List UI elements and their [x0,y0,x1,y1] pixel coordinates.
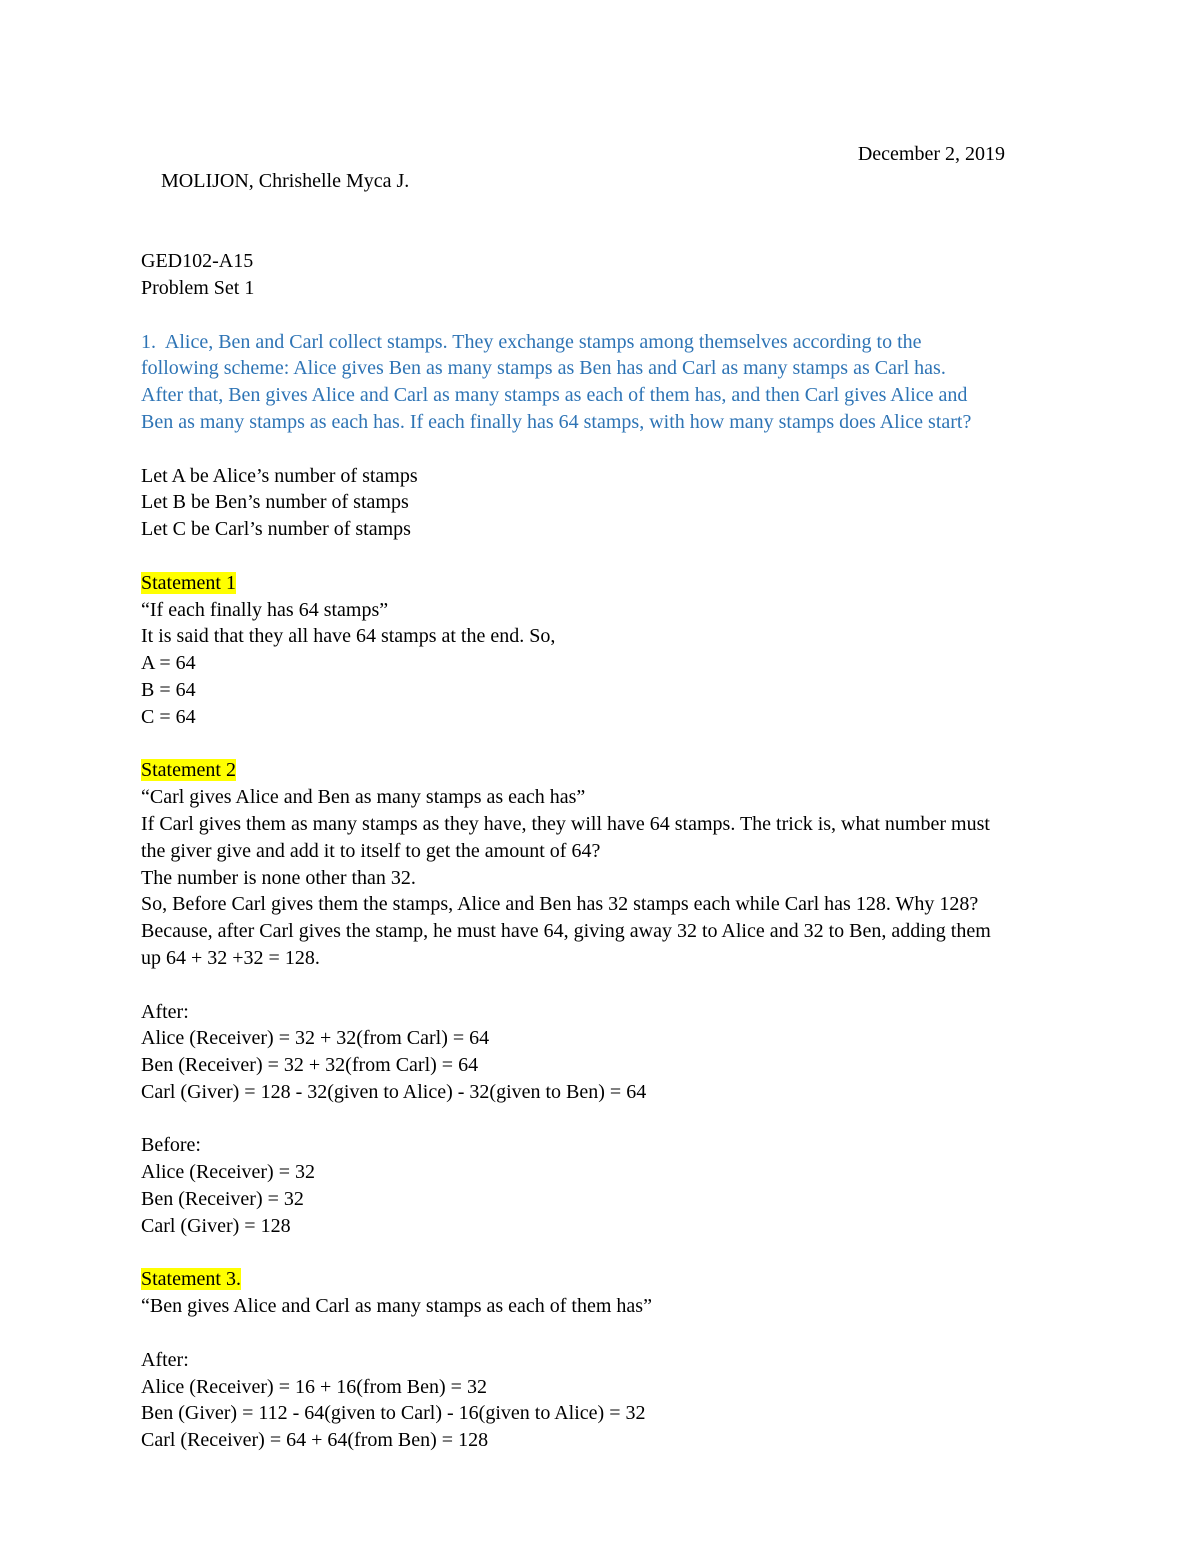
course-code: GED102-A15 [141,250,254,273]
spacer [141,1320,1060,1347]
equation-line: Carl (Giver) = 128 - 32(given to Alice) - 32(given to Ben) = 64 [141,1080,647,1103]
statement-line: So, Before Carl gives them the stamps, Alice and Ben has 32 stamps each while Carl has 128. Why 128? [141,893,979,916]
spacer [141,972,1060,999]
document-title: Problem Set 1 [141,276,255,299]
variable-definitions [141,463,1060,543]
definition-line: Let A be Alice’s number of stamps [141,464,418,487]
statement-line: The number is none other than 32. [141,866,416,889]
statement-1-section [141,570,1060,731]
spacer [141,1106,1060,1133]
equation-line: B = 64 [141,678,196,701]
problem-line: following scheme: Alice gives Ben as many stamps as Ben has and Carl as many stamps as Carl has. [141,357,946,380]
equation-line: C = 64 [141,705,196,728]
statement-3-section [141,1266,1060,1454]
equation-line: Ben (Giver) = 112 - 64(given to Carl) - 16(given to Alice) = 32 [141,1402,646,1425]
equation-line: Alice (Receiver) = 32 [141,1161,315,1184]
statement-line: “Ben gives Alice and Carl as many stamps as each of them has” [141,1295,652,1318]
equation-line: Alice (Receiver) = 16 + 16(from Ben) = 32 [141,1375,487,1398]
equation-line: Carl (Giver) = 128 [141,1214,291,1237]
equation-line: Carl (Receiver) = 64 + 64(from Ben) = 128 [141,1429,489,1452]
problem-line: After that, Ben gives Alice and Carl as many stamps as each of them has, and then Carl gives Alice and [141,384,968,407]
document-date: December 2, 2019 [857,143,1005,165]
statement-line: It is said that they all have 64 stamps at the end. So, [141,625,556,648]
after-label: After: [141,1348,189,1371]
equation-line: Ben (Receiver) = 32 [141,1188,304,1211]
statement-2-heading: Statement 2 [141,759,236,782]
problem-line: 1. Alice, Ben and Carl collect stamps. They exchange stamps among themselves according to the [141,330,922,353]
equation-line: Alice (Receiver) = 32 + 32(from Carl) = 64 [141,1027,490,1050]
statement-1-heading: Statement 1 [141,571,236,594]
statement-line: up 64 + 32 +32 = 128. [141,946,320,969]
spacer [141,436,1060,463]
statement-2-section [141,757,1060,1239]
after-label: After: [141,1000,189,1023]
statement-line: Because, after Carl gives the stamp, he must have 64, giving away 32 to Alice and 32 to Ben, adding them [141,920,991,943]
spacer [141,1240,1060,1267]
definition-line: Let C be Carl’s number of stamps [141,518,411,541]
spacer [141,302,1060,329]
statement-line: “Carl gives Alice and Ben as many stamps as each has” [141,786,586,809]
spacer [141,731,1060,758]
before-label: Before: [141,1134,201,1157]
equation-line: Ben (Receiver) = 32 + 32(from Carl) = 64 [141,1054,479,1077]
header-row [141,141,1060,248]
equation-line: A = 64 [141,652,196,675]
author-name: MOLIJON, Chrishelle Myca J. [161,169,410,192]
statement-line: the giver give and add it to itself to get the amount of 64? [141,839,601,862]
statement-line: If Carl gives them as many stamps as they have, they will have 64 stamps. The trick is, what number must [141,812,990,835]
definition-line: Let B be Ben’s number of stamps [141,491,409,514]
statement-line: “If each finally has 64 stamps” [141,598,389,621]
statement-3-heading: Statement 3. [141,1268,241,1291]
problem-statement [141,329,1060,436]
spacer [141,543,1060,570]
problem-line: Ben as many stamps as each has. If each finally has 64 stamps, with how many stamps does Alice start? [141,410,972,433]
